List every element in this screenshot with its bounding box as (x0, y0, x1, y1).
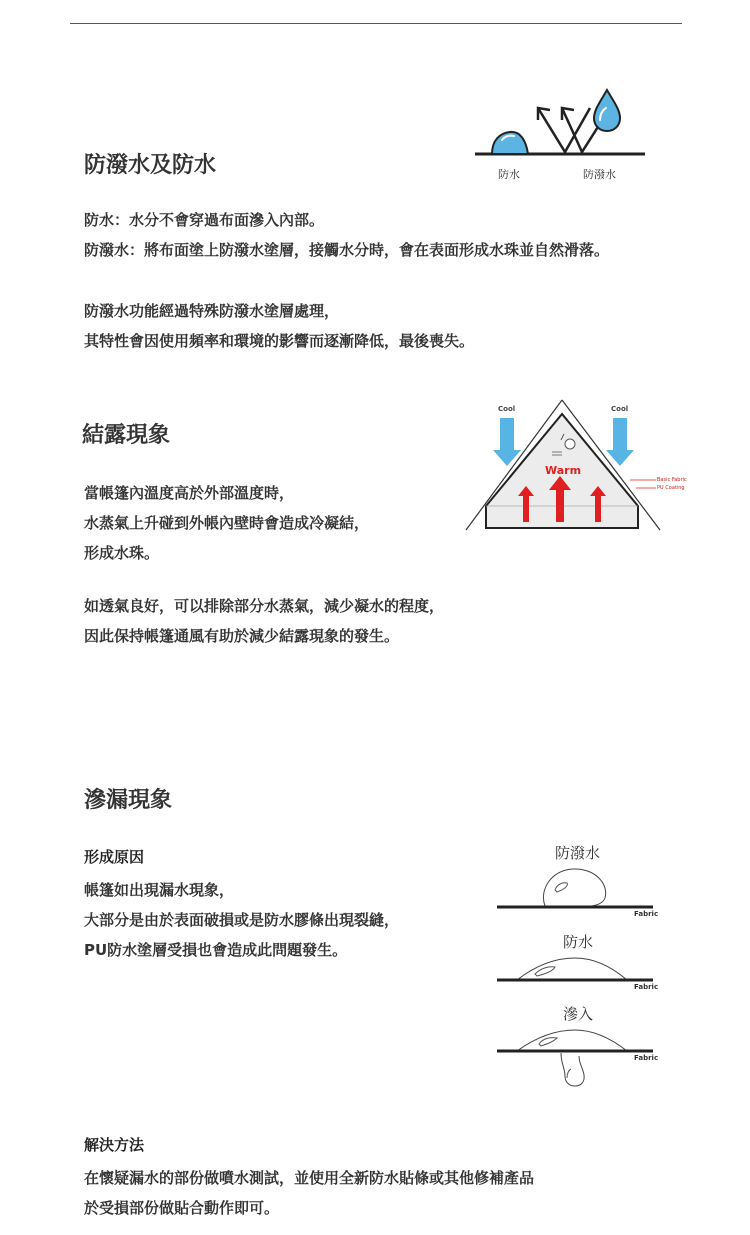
text-line: 在懷疑漏水的部份做噴水測試，並使用全新防水貼條或其他修補產品 (84, 1169, 535, 1187)
diagram-label-water-repellent: 防潑水 (583, 168, 616, 181)
fabric-label: Fabric (634, 910, 659, 918)
text-line: 形成水珠。 (84, 544, 160, 562)
text-line: 大部分是由於表面破損或是防水膠條出現裂縫， (84, 911, 400, 929)
section-title-leakage: 滲漏現象 (84, 788, 173, 813)
leak-label-waterproof: 防水 (563, 933, 594, 951)
label-cool-left: Cool (498, 405, 516, 413)
text-line: PU防水塗層受損也會造成此問題發生。 (84, 941, 348, 959)
text-line: 水蒸氣上升碰到外帳內壁時會造成冷凝結， (84, 514, 370, 532)
leak-label-water-repellent: 防潑水 (555, 844, 601, 862)
text-line: 因此保持帳篷通風有助於減少結露現象的發生。 (84, 627, 400, 645)
label-basic-fabric: Basic Fabric (657, 477, 687, 483)
leakage-diagram (495, 860, 657, 1090)
section-title-waterproof: 防潑水及防水 (84, 153, 217, 178)
label-cool-right: Cool (611, 405, 629, 413)
cause-heading: 形成原因 (84, 848, 145, 866)
text-line: 當帳篷內溫度高於外部溫度時， (84, 484, 295, 502)
top-divider (70, 23, 682, 24)
solution-heading: 解決方法 (84, 1136, 145, 1154)
leak-label-seepage: 滲入 (563, 1005, 594, 1023)
text-line: 防水：水分不會穿過布面滲入內部。 (84, 211, 325, 229)
label-warm: Warm (545, 464, 582, 477)
diagram-label-waterproof: 防水 (498, 168, 520, 181)
text-line: 帳篷如出現漏水現象， (84, 881, 235, 899)
section-title-condensation: 結露現象 (82, 423, 171, 448)
label-pu-coating: PU Coating (657, 485, 685, 491)
text-line: 防潑水功能經過特殊防潑水塗層處理， (84, 302, 340, 320)
text-line: 防潑水：將布面塗上防潑水塗層，接觸水分時，會在表面形成水珠並自然滑落。 (84, 241, 610, 259)
text-line: 於受損部份做貼合動作即可。 (84, 1199, 280, 1217)
fabric-label: Fabric (634, 983, 659, 991)
waterproof-diagram (470, 88, 650, 163)
text-line: 如透氣良好，可以排除部分水蒸氣，減少凝水的程度， (84, 597, 445, 615)
fabric-label: Fabric (634, 1054, 659, 1062)
text-line: 其特性會因使用頻率和環境的影響而逐漸降低，最後喪失。 (84, 332, 475, 350)
